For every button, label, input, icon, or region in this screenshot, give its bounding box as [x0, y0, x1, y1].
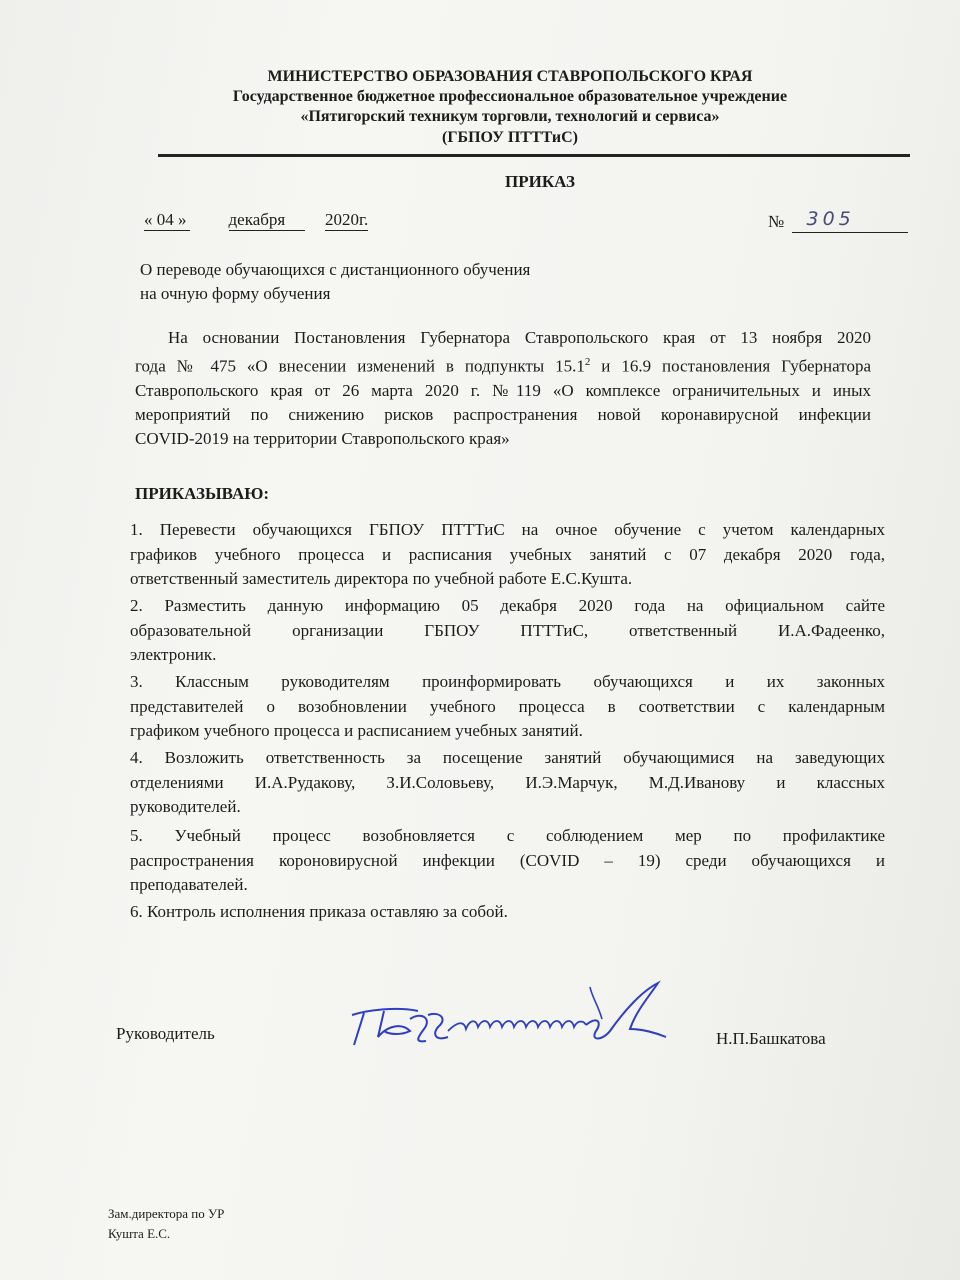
date-day: « 04 »	[144, 210, 190, 231]
order-subject: О переводе обучающихся с дистанционного обучения на очную форму обучения	[140, 260, 531, 303]
order-date	[144, 210, 368, 231]
signatory-role: Руководитель	[116, 1024, 215, 1043]
order-number	[768, 210, 908, 233]
header-divider	[158, 154, 910, 157]
signatory-name: Н.П.Башкатова	[716, 1029, 826, 1048]
date-month: декабря	[229, 210, 305, 231]
institution-name: «Пятигорский техникум торговли, технологий и сервиса»	[300, 108, 720, 125]
order-title: ПРИКАЗ	[505, 172, 575, 191]
order-item-2: 2. Разместить данную информацию 05 декабря 2020 года на официальном сайте образовательной организации ГБПОУ ПТТТиС, ответственный И.А.Фадеенко, электроник.	[130, 596, 885, 664]
order-word: ПРИКАЗЫВАЮ:	[135, 484, 270, 503]
order-item-1: 1. Перевести обучающихся ГБПОУ ПТТТиС на очное обучение с учетом календарных графиков учебного процесса и расписания учебных занятий с 07 декабря 2020 года, ответственный заместитель директора по учебной работе Е.С.Кушта.	[130, 520, 885, 588]
footer-author: Зам.директора по УР Кушта Е.С.	[108, 1206, 225, 1241]
date-year: 2020г.	[325, 210, 369, 229]
handwritten-number: 305	[806, 208, 855, 230]
ministry-heading: МИНИСТЕРСТВО ОБРАЗОВАНИЯ СТАВРОПОЛЬСКОГО КРАЯ	[267, 68, 753, 85]
institution-abbrev: (ГБПОУ ПТТТиС)	[442, 129, 578, 146]
handwritten-signature	[340, 975, 670, 1065]
order-preamble: На основании Постановления Губернатора Ставропольского края от 13 ноября 2020 года № 475 «О внесении изменений в подпункты 15.1$^2$ и 16.9 постановления Губернатора Ставропольского края от 26 марта 2020 г. №119 «О комплексе ограничительных и иных мероприятий по снижению рисков распространения новой коронавирусной инфекции COVID-2019 на территории Ставропольского края»	[135, 328, 871, 448]
order-item-6: 6. Контроль исполнения приказа оставляю за собой.	[130, 902, 508, 921]
institution-heading: Государственное бюджетное профессиональное образовательное учреждение	[232, 88, 788, 105]
order-item-4: 4. Возложить ответственность за посещение занятий обучающимися на заведующих отделениями И.А.Рудакову, З.И.Соловьеву, И.Э.Марчук, М.Д.Иванову и классных руководителей.	[130, 748, 885, 816]
order-item-3: 3. Классным руководителям проинформировать обучающихся и их законных представителей о возобновлении учебного процесса в соответствии с календарным графиком учебного процесса и расписанием учебных занятий.	[130, 672, 885, 740]
order-item-5: 5. Учебный процесс возобновляется с соблюдением мер по профилактике распространения короновирусной инфекции (COVID – 19) среди обучающихся и преподавателей.	[130, 826, 885, 894]
number-label: №	[768, 212, 785, 231]
